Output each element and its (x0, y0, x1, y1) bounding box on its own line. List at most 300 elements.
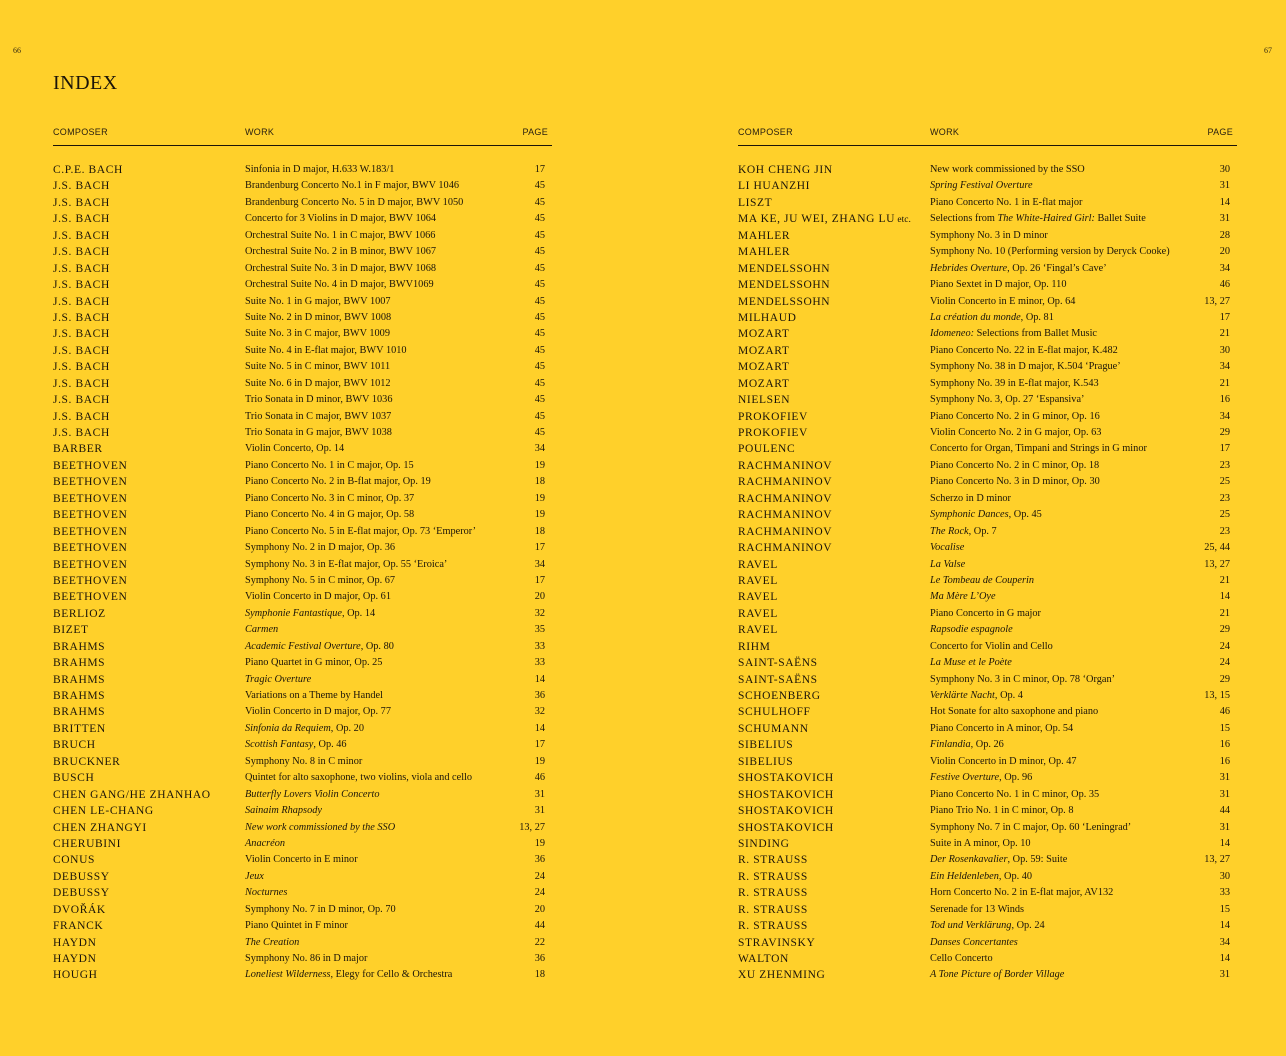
composer-text: STRAVINSKY (738, 936, 816, 949)
composer-name (53, 655, 105, 671)
index-row (738, 326, 1237, 342)
work-title (930, 688, 1023, 704)
work-title (245, 474, 431, 490)
page-ref: 13, 15 (1204, 690, 1230, 701)
composer-name (53, 688, 105, 704)
work-title-text: Symphony No. 5 in C minor, Op. 67 (245, 574, 396, 586)
composer-name (738, 359, 789, 375)
composer-name (738, 376, 789, 392)
work-title (245, 195, 463, 211)
index-row (738, 721, 1237, 737)
composer-text: DEBUSSY (53, 870, 110, 883)
page-ref: 19 (534, 837, 545, 849)
composer-text: SCHOENBERG (738, 690, 821, 702)
index-row (53, 540, 552, 556)
work-title-text: Violin Concerto in D major, Op. 61 (245, 591, 391, 603)
work-title (930, 392, 1084, 408)
work-title-text: Suite No. 5 in C minor, BWV 1011 (245, 361, 391, 373)
work-title-italic: A Tone Picture of Border Village (930, 969, 1065, 981)
index-row (53, 721, 552, 737)
composer-text: J.S. BACH (53, 394, 110, 407)
work-title-text: Suite No. 2 in D minor, BWV 1008 (245, 311, 392, 323)
work-title (245, 211, 436, 227)
composer-text: SCHUMANN (738, 722, 809, 735)
work-title (245, 704, 391, 720)
page-ref: 13, 27 (519, 821, 545, 833)
work-title (245, 392, 392, 408)
page-ref: 21 (1219, 377, 1230, 389)
work-title (245, 655, 382, 671)
composer-text: BRAHMS (53, 657, 106, 670)
composer-text: RAVEL (738, 591, 778, 604)
work-title (245, 967, 452, 983)
index-row (738, 343, 1237, 359)
page-ref: 36 (534, 854, 545, 866)
work-title (245, 770, 472, 786)
composer-name (738, 573, 778, 589)
composer-name (53, 211, 110, 227)
page-ref: 23 (1219, 525, 1230, 537)
composer-name (738, 935, 815, 951)
work-title (930, 737, 1004, 753)
index-row (738, 359, 1237, 375)
page-ref: 46 (1219, 706, 1230, 718)
work-title (930, 228, 1048, 244)
page-ref: 17 (1219, 311, 1230, 323)
index-row (53, 162, 552, 178)
index-row (53, 392, 552, 408)
page-header: PAGE (1207, 127, 1233, 137)
composer-text: NIELSEN (738, 394, 791, 407)
composer-text: DEBUSSY (53, 887, 110, 900)
page-ref: 45 (534, 394, 545, 406)
index-row (738, 507, 1237, 523)
index-row (53, 458, 552, 474)
index-row (53, 507, 552, 523)
work-title (930, 754, 1077, 770)
composer-text: J.S. BACH (53, 180, 110, 193)
composer-name (738, 474, 832, 490)
index-row (53, 228, 552, 244)
work-title (930, 294, 1075, 310)
work-title-text: Violin Concerto No. 2 in G major, Op. 63 (930, 427, 1102, 438)
work-title-italic: Symphonie Fantastique (245, 607, 342, 619)
page-ref: 23 (1219, 492, 1230, 504)
index-row (53, 409, 552, 425)
index-row (738, 557, 1237, 573)
index-row (53, 606, 552, 622)
index-row (738, 277, 1237, 293)
work-title-italic: Scottish Fantasy (245, 739, 314, 751)
index-rows-right (738, 162, 1237, 984)
work-title-text: Trio Sonata in D minor, BWV 1036 (245, 394, 393, 406)
index-row (53, 343, 552, 359)
index-row (738, 852, 1237, 868)
work-title (930, 211, 1146, 227)
index-row (53, 261, 552, 277)
composer-text: HOUGH (53, 969, 98, 982)
composer-name (738, 261, 830, 277)
page-ref: 45 (534, 410, 545, 422)
composer-name (53, 918, 103, 934)
composer-name (53, 441, 103, 457)
composer-text: LISZT (738, 196, 773, 209)
page-ref: 34 (1219, 262, 1230, 274)
composer-text: RAVEL (738, 607, 778, 620)
composer-name (738, 606, 778, 622)
composer-name (53, 557, 127, 573)
composer-text: BEETHOVEN (53, 509, 128, 522)
work-title (930, 359, 1121, 375)
composer-text: MOZART (738, 377, 790, 390)
page-ref: 20 (534, 903, 545, 915)
composer-name (738, 589, 778, 605)
page-ref: 29 (1219, 427, 1230, 438)
index-row (738, 409, 1237, 425)
work-title-italic: Tragic Overture (245, 673, 312, 685)
work-header: WORK (245, 127, 275, 137)
work-title-text: Symphony No. 8 in C minor (245, 755, 363, 767)
work-title-text: Concerto for 3 Violins in D major, BWV 1064 (245, 213, 437, 225)
page-ref: 25, 44 (1204, 542, 1230, 554)
page-ref: 45 (534, 361, 545, 373)
index-row (53, 359, 552, 375)
composer-text: R. STRAUSS (738, 887, 808, 900)
work-title (930, 326, 1097, 342)
composer-text: BARBER (53, 443, 103, 456)
index-row (53, 326, 552, 342)
work-header: WORK (930, 127, 960, 137)
composer-name (53, 310, 110, 326)
work-title (245, 244, 436, 260)
work-title (245, 540, 395, 556)
work-title (245, 310, 391, 326)
page-ref: 24 (534, 870, 545, 882)
composer-name (738, 655, 818, 671)
work-title-text: Concerto for Organ, Timpani and Strings in G minor (930, 443, 1147, 455)
index-row (738, 935, 1237, 951)
composer-text: FRANCK (53, 920, 104, 933)
composer-name (738, 918, 808, 934)
composer-text: BRAHMS (53, 673, 106, 686)
work-title-text: Trio Sonata in C major, BWV 1037 (245, 410, 392, 422)
work-title (930, 458, 1099, 474)
page-ref: 31 (1219, 969, 1230, 981)
composer-name (738, 244, 790, 260)
work-title-text: Piano Concerto in A minor, Op. 54 (930, 722, 1074, 734)
composer-name (53, 458, 127, 474)
work-title-text: , Op. 80 (360, 640, 394, 652)
composer-name (738, 770, 834, 786)
page-ref: 28 (1219, 229, 1230, 241)
page-number-right: 67 (1264, 46, 1272, 55)
composer-text: J.S. BACH (53, 246, 110, 259)
index-row (53, 376, 552, 392)
composer-name (53, 902, 106, 918)
work-title (245, 737, 347, 753)
page-ref: 20 (1219, 246, 1230, 258)
work-title (930, 787, 1099, 803)
page-ref: 15 (1219, 722, 1230, 734)
composer-name (738, 754, 793, 770)
work-title-italic: Jeux (245, 870, 264, 882)
index-row (738, 918, 1237, 934)
composer-text: POULENC (738, 443, 796, 456)
composer-text: HAYDN (53, 936, 97, 949)
work-title-text: Piano Concerto No. 1 in E-flat major (930, 196, 1083, 208)
composer-name (53, 803, 154, 819)
work-title (245, 557, 447, 573)
work-title (245, 458, 414, 474)
composer-text: J.S. BACH (53, 262, 110, 275)
page-ref: 34 (534, 443, 545, 455)
page-ref: 30 (1219, 870, 1230, 882)
work-title (245, 852, 358, 868)
work-title (245, 754, 362, 770)
work-title (245, 376, 391, 392)
page-ref: 30 (1219, 344, 1230, 356)
work-title (245, 787, 380, 803)
page-ref: 20 (534, 591, 545, 603)
work-title-text: Piano Trio No. 1 in C minor, Op. 8 (930, 805, 1074, 817)
page-ref: 21 (1219, 574, 1230, 586)
work-title-text: Suite No. 6 in D major, BWV 1012 (245, 377, 391, 389)
composer-text: CONUS (53, 854, 95, 867)
page-ref: 14 (1219, 196, 1230, 208)
work-title-text: Variations on a Theme by Handel (245, 690, 383, 701)
composer-name (738, 310, 797, 326)
composer-text: RAVEL (738, 624, 778, 637)
work-title-text: Piano Concerto No. 3 in C minor, Op. 37 (245, 492, 415, 504)
work-title-text: Piano Sextet in D major, Op. 110 (930, 279, 1067, 291)
work-title (245, 178, 459, 194)
index-row (738, 376, 1237, 392)
work-title (930, 524, 997, 540)
page-ref: 45 (534, 180, 545, 192)
work-title-text: Concerto for Violin and Cello (930, 640, 1053, 652)
page-ref: 15 (1219, 903, 1230, 915)
composer-name (738, 540, 832, 556)
composer-name (738, 721, 809, 737)
composer-suffix: etc. (895, 215, 911, 226)
index-row (53, 491, 552, 507)
composer-name (738, 820, 834, 836)
page-ref: 19 (534, 509, 545, 521)
composer-name (53, 195, 110, 211)
composer-name (53, 409, 110, 425)
work-title (930, 409, 1100, 425)
composer-text: CHEN GANG/HE ZHANHAO (53, 788, 211, 801)
column-header-row (738, 126, 1237, 146)
index-row (53, 294, 552, 310)
composer-name (738, 458, 832, 474)
composer-text: BIZET (53, 624, 89, 637)
page-ref: 33 (534, 657, 545, 669)
composer-text: J.S. BACH (53, 196, 110, 209)
index-row (738, 294, 1237, 310)
work-title-text: , Op. 14 (341, 607, 376, 619)
page-ref: 33 (1219, 887, 1230, 899)
work-title (245, 935, 299, 951)
composer-text: BRAHMS (53, 690, 106, 702)
composer-text: R. STRAUSS (738, 903, 808, 916)
work-title-text: Orchestral Suite No. 1 in C major, BWV 1066 (245, 229, 436, 241)
index-row (53, 688, 552, 704)
work-title (930, 639, 1053, 655)
page-ref: 25 (1219, 509, 1230, 521)
composer-text: J.S. BACH (53, 311, 110, 324)
work-title-italic: Rapsodie espagnole (930, 624, 1013, 636)
page-ref: 45 (534, 262, 545, 274)
index-row (738, 261, 1237, 277)
work-title-italic: The Creation (245, 936, 300, 948)
work-title (930, 195, 1082, 211)
work-title-italic: New work commissioned by the SSO (245, 821, 396, 833)
index-row (738, 244, 1237, 260)
work-title (245, 261, 436, 277)
composer-name (53, 852, 95, 868)
page-ref: 14 (1219, 920, 1230, 932)
work-title (930, 869, 1032, 885)
work-title-italic: Finlandia (930, 739, 971, 751)
work-title-text: Selections from (930, 213, 998, 225)
work-title (245, 622, 278, 638)
composer-name (53, 425, 110, 441)
index-row (53, 902, 552, 918)
composer-name (738, 885, 808, 901)
work-title-text: Quintet for alto saxophone, two violins, viola and cello (245, 772, 473, 784)
work-title (930, 902, 1024, 918)
work-title-italic: Nocturnes (245, 887, 288, 899)
work-title (245, 885, 287, 901)
work-title-text: , Op. 26 ‘Fingal’s Cave’ (1007, 262, 1107, 274)
page-ref: 45 (534, 229, 545, 241)
work-title-text: Sinfonia in D major, H.633 W.183/1 (245, 164, 395, 175)
work-title-text: Piano Concerto No. 2 in B-flat major, Op. 19 (245, 476, 431, 488)
work-title-text: Orchestral Suite No. 3 in D major, BWV 1068 (245, 262, 437, 274)
work-title-text: Piano Concerto No. 2 in C minor, Op. 18 (930, 459, 1100, 471)
index-row (53, 852, 552, 868)
composer-text: SAINT-SAËNS (738, 657, 818, 670)
page-ref: 16 (1219, 394, 1230, 406)
work-title (930, 573, 1034, 589)
page-ref: 24 (534, 887, 545, 899)
composer-name (53, 228, 110, 244)
composer-text: SIBELIUS (738, 755, 794, 768)
composer-text: SIBELIUS (738, 739, 794, 752)
work-title (930, 704, 1098, 720)
work-title-italic: Anacréon (245, 837, 286, 849)
page-ref: 29 (1219, 624, 1230, 636)
composer-text: KOH CHENG JIN (738, 164, 833, 176)
composer-name (53, 754, 120, 770)
work-title-text: Symphony No. 3 in C minor, Op. 78 ‘Organ’ (930, 673, 1116, 685)
page-ref: 44 (1219, 805, 1230, 817)
work-title (245, 359, 390, 375)
work-title-text: Piano Concerto No. 4 in G major, Op. 58 (245, 509, 415, 521)
composer-name (738, 787, 834, 803)
work-title-text: Symphony No. 86 in D major (245, 953, 368, 964)
index-row (53, 820, 552, 836)
composer-name (53, 737, 96, 753)
work-title (930, 540, 964, 556)
composer-text: MOZART (738, 361, 790, 374)
composer-text: RAVEL (738, 574, 778, 587)
work-title-italic: Sainaim Rhapsody (245, 805, 322, 817)
index-row (738, 491, 1237, 507)
index-row (53, 244, 552, 260)
index-row (738, 820, 1237, 836)
work-title-text: Piano Concerto No. 5 in E-flat major, Op. 73 ‘Emperor’ (245, 525, 477, 537)
composer-text: SINDING (738, 837, 790, 850)
page-header: PAGE (522, 127, 548, 137)
work-title-italic: Vocalise (930, 542, 965, 554)
work-title-text: Piano Concerto No. 1 in C major, Op. 15 (245, 459, 414, 471)
page-ref: 36 (534, 953, 545, 964)
composer-name (738, 294, 830, 310)
work-title-italic: Danses Concertantes (930, 936, 1018, 948)
page-ref: 16 (1219, 739, 1230, 751)
work-title-text: Trio Sonata in G major, BWV 1038 (245, 427, 392, 438)
work-title-italic: Verklärte Nacht (930, 690, 995, 701)
page-ref: 31 (1219, 180, 1230, 192)
composer-text: R. STRAUSS (738, 870, 808, 883)
composer-name (53, 507, 127, 523)
composer-name (738, 704, 811, 720)
composer-name (738, 737, 793, 753)
work-title-text: Piano Concerto No. 1 in C minor, Op. 35 (930, 788, 1100, 800)
work-title-italic: La Muse et le Poète (930, 657, 1012, 669)
index-row (738, 458, 1237, 474)
work-title-italic: The Rock (930, 525, 969, 537)
composer-text: CHERUBINI (53, 837, 122, 850)
index-row (738, 639, 1237, 655)
composer-name (738, 622, 778, 638)
page-ref: 21 (1219, 607, 1230, 619)
composer-name (53, 787, 211, 803)
work-title (930, 474, 1100, 490)
composer-text: RIHM (738, 640, 771, 653)
index-row (738, 524, 1237, 540)
work-title-text: , Op. 7 (968, 525, 997, 537)
composer-text: SHOSTAKOVICH (738, 805, 834, 818)
composer-text: J.S. BACH (53, 229, 110, 242)
composer-text: BEETHOVEN (53, 459, 128, 472)
work-title-text: , Op. 46 (313, 739, 347, 751)
composer-name (53, 935, 96, 951)
page-ref: 34 (1219, 361, 1230, 373)
composer-name (738, 507, 832, 523)
work-title-text: Violin Concerto in D major, Op. 77 (245, 706, 391, 718)
index-column-right (738, 126, 1237, 984)
work-title-text: , Op. 26 (970, 739, 1004, 751)
composer-name (738, 852, 808, 868)
page-ref: 33 (534, 640, 545, 652)
composer-text: CHEN LE-CHANG (53, 805, 154, 818)
work-title-italic: Sinfonia da Requiem (245, 722, 331, 734)
work-title-italic: Der Rosenkavalier (930, 854, 1008, 866)
page-ref: 14 (1219, 837, 1230, 849)
index-row (53, 474, 552, 490)
work-title-italic: Festive Overture (930, 772, 1000, 784)
page-ref: 34 (1219, 410, 1230, 422)
work-title-italic: Butterfly Lovers Violin Concerto (245, 788, 380, 800)
work-title (245, 688, 383, 704)
index-rows-left (53, 162, 552, 984)
composer-name (53, 721, 106, 737)
composer-text: J.S. BACH (53, 361, 110, 374)
composer-text: MENDELSSOHN (738, 262, 831, 275)
